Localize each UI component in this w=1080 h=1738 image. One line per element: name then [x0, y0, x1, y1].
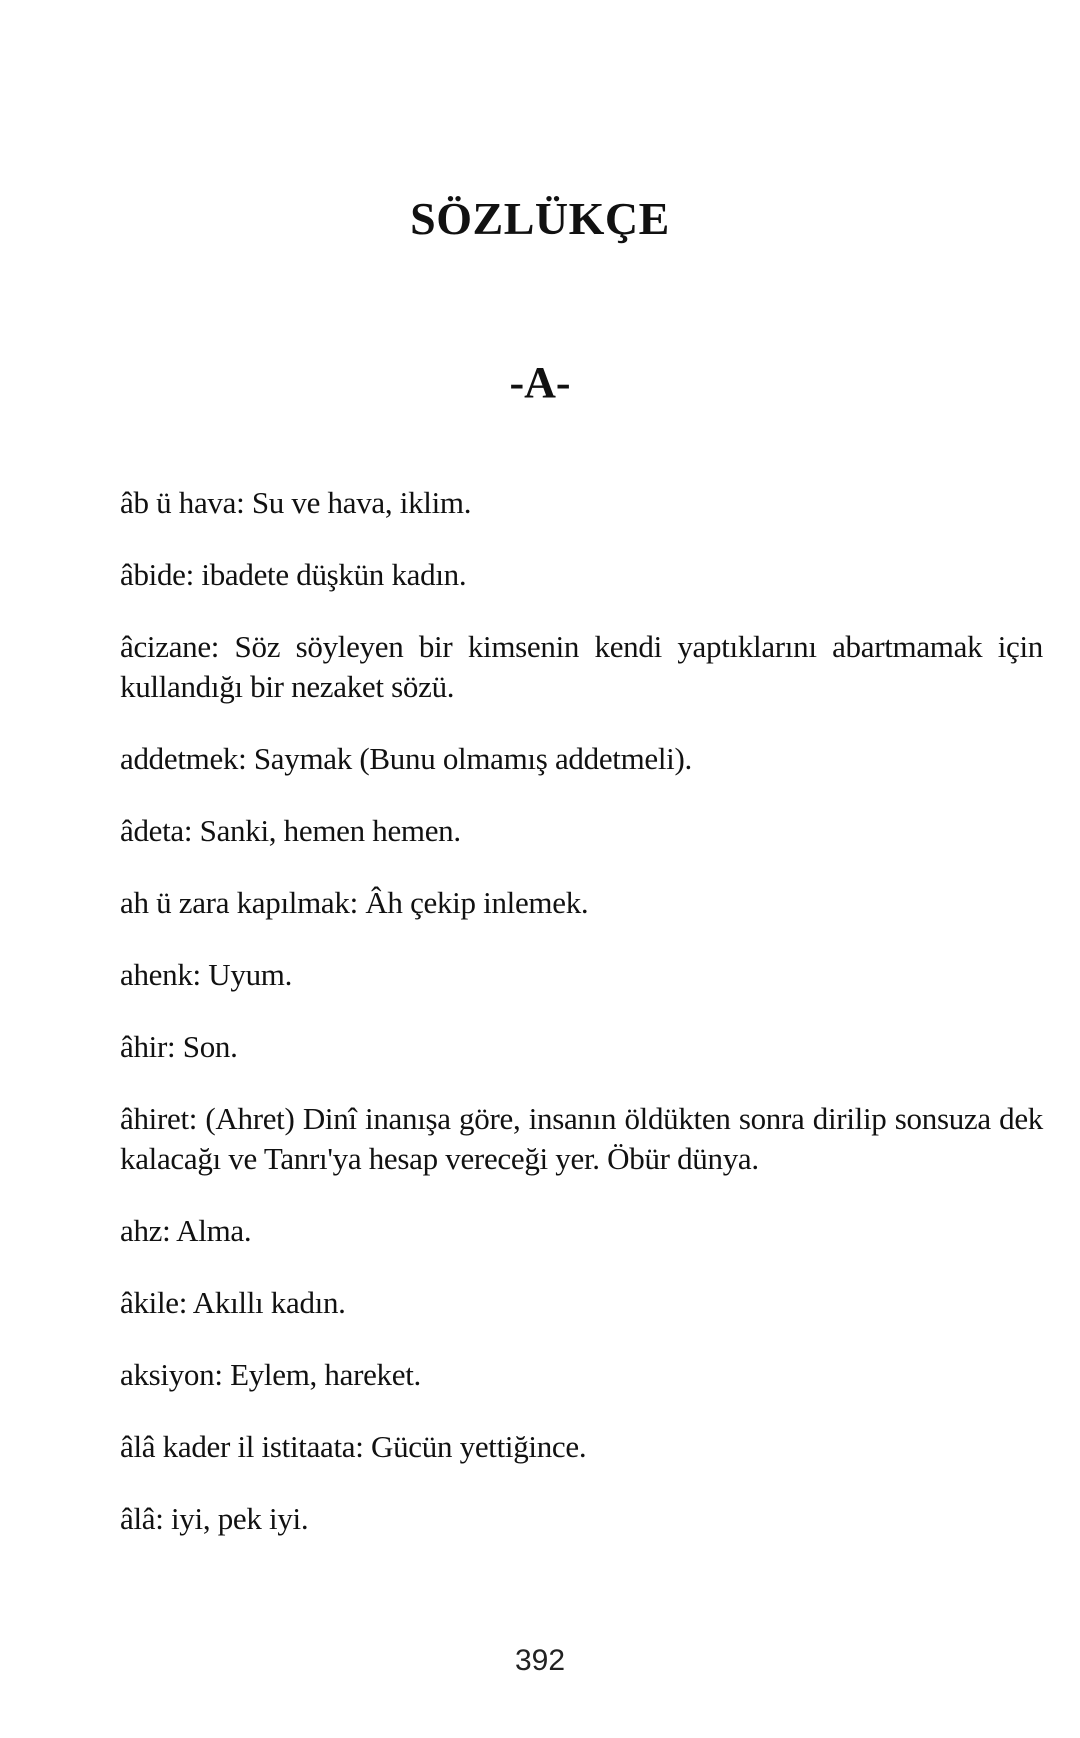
glossary-entry: âlâ kader il istitaata: Gücün yettiğince. [120, 1429, 587, 1464]
glossary-entry: âkile: Akıllı kadın. [120, 1285, 346, 1320]
glossary-entry: addetmek: Saymak (Bunu olmamış addetmeli). [120, 741, 692, 776]
glossary-list [120, 483, 1043, 1571]
glossary-entry: âlâ: iyi, pek iyi. [120, 1501, 309, 1536]
glossary-entry: âb ü hava: Su ve hava, iklim. [120, 485, 472, 520]
glossary-entry: aksiyon: Eylem, hareket. [120, 1357, 421, 1392]
section-heading: -A- [509, 358, 571, 407]
glossary-entry: âbide: ibadete düşkün kadın. [120, 557, 467, 592]
glossary-entry: ahenk: Uyum. [120, 957, 293, 992]
page-number: 392 [514, 1644, 566, 1677]
glossary-entry: âcizane: Söz söyleyen bir kimsenin kendi yaptıklarını abartmamak için kullandığı bir nezaket sözü. [120, 629, 1043, 704]
glossary-entry: âdeta: Sanki, hemen hemen. [120, 813, 461, 848]
glossary-entry: âhir: Son. [120, 1029, 238, 1064]
glossary-entry: âhiret: (Ahret) Dinî inanışa göre, insanın öldükten sonra dirilip sonsuza dek kalacağı ve Tanrı'ya hesap vereceği yer. Öbür dünya. [120, 1101, 1043, 1176]
glossary-entry: ahz: Alma. [120, 1213, 252, 1248]
glossary-entry: ah ü zara kapılmak: Âh çekip inlemek. [120, 885, 589, 920]
page-title: SÖZLÜKÇE [410, 193, 670, 244]
